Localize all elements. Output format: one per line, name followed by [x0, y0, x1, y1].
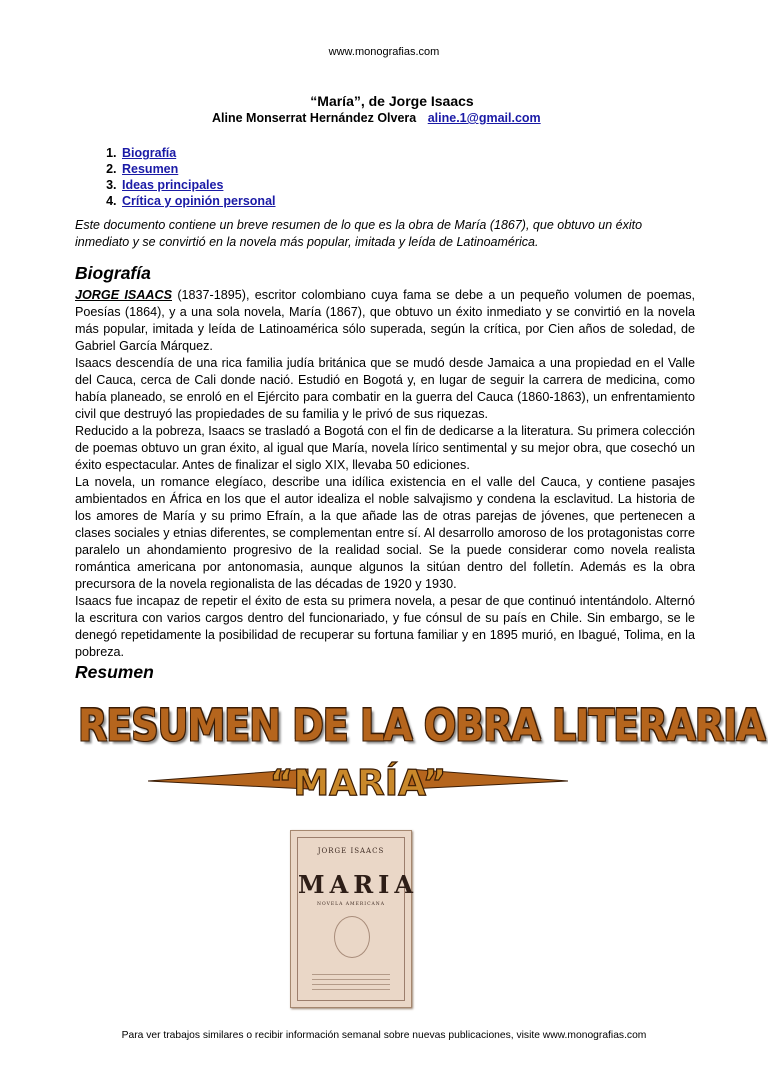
toc-link-resumen[interactable]: Resumen [122, 162, 179, 176]
book-cover-frame [297, 837, 418, 1001]
toc-item [120, 161, 276, 177]
biography-body [75, 287, 695, 661]
toc-link-biografia[interactable]: Biografía [122, 146, 177, 160]
toc-link-critica[interactable]: Crítica y opinión personal [122, 194, 276, 208]
book-cover-subtitle: NOVELA AMERICANA [317, 902, 385, 907]
book-cover-title: MARIA [298, 870, 418, 899]
bio-paragraph: Isaacs fue incapaz de repetir el éxito de esta su primera novela, a pesar de que continuó intentándolo. Alternó la escritura con varios cargos dentro del funcionariado, y fue cónsul de su país en Chile. Sin embargo, se le denegó repetidamente la posibilidad de recuperar su fortuna familiar y en 1895 murió, en Ibagué, Tolima, en la pobreza. [75, 594, 695, 659]
intro-paragraph: Este documento contiene un breve resumen de lo que es la obra de María (1867), que obtuvo un éxito inmediato y se convirtió en la novela más popular, imitada y leída de Latinoamérica. [75, 218, 643, 249]
bio-paragraph-text: (1837-1895), escritor colombiano cuya fama se debe a un pequeño volumen de poemas, Poesías (1864), y a una sola novela, María (1867), que obtuvo un éxito inmediato y se convirtió en la novela más popular, imitada y leída de Latinoamérica sólo superada, según la crítica, por Cien años de soledad, de Gabriel García Márquez. [75, 288, 695, 353]
section-heading-biografia: Biografía [75, 263, 151, 283]
book-cover-author: JORGE ISAACS [317, 847, 385, 855]
author-name: Aline Monserrat Hernández Olvera [212, 111, 417, 125]
book-cover-stamp [334, 916, 370, 958]
bio-paragraph [75, 287, 695, 355]
bio-paragraph: Reducido a la pobreza, Isaacs se trasladó a Bogotá con el fin de dedicarse a la literatura. Su primera colección de poemas obtuvo un gran éxito, al igual que María, novela lírico sentimental y su mejor obra, que cosechó un éxito espectacular. Antes de finalizar el siglo XIX, llevaba 50 ediciones. [75, 424, 695, 472]
document-title: “María”, de Jorge Isaacs [310, 93, 474, 109]
header-site-url: www.monografias.com [328, 46, 440, 58]
bio-paragraph: La novela, un romance elegíaco, describe una idílica existencia en el valle del Cauca, y contiene pasajes ambientados en África en los que el autor idealiza el noble salvajismo y condena la esclavitud. La historia de los amores de María y su primo Efraín, a la que añade las de otras parejas de jóvenes, que pertenecen a clases sociales y etnias diferentes, se complementan entre sí. Al desarrollo amoroso de los protagonistas corre paralelo un ahondamiento progresivo de la realidad social. Se la puede considerar como novela realista romántica americana por antonomasia, aunque algunos la sitúan dentro del folletín. Además es la obra precursora de la novela regionalista de las décadas de 1920 y 1930. [75, 475, 695, 591]
footer-note: Para ver trabajos similares o recibir información semanal sobre nuevas publicaciones, visite www.monografias.com [121, 1030, 647, 1041]
banner-maria-text: “MARÍA” [269, 763, 447, 804]
table-of-contents [76, 145, 276, 209]
toc-item [120, 145, 276, 161]
toc-link-ideas-principales[interactable]: Ideas principales [122, 178, 224, 192]
book-cover-image [290, 830, 418, 1008]
section-heading-resumen: Resumen [75, 662, 154, 682]
bio-subject-name: JORGE ISAACS [75, 288, 173, 302]
banner-maria-wordart [148, 755, 568, 805]
toc-item [120, 177, 276, 193]
author-email-link[interactable]: aline.1@gmail.com [427, 111, 541, 125]
banner-main-text: RESUMEN DE LA OBRA LITERARIA [78, 700, 765, 751]
book-cover-imprint-lines [298, 970, 404, 994]
author-line [212, 111, 541, 125]
bio-paragraph: Isaacs descendía de una rica familia judía británica que se mudó desde Jamaica a una propiedad en el Valle del Cauca, cerca de Cali donde nació. Estudió en Bogotá y, en lugar de seguir la carrera de medicina, como había planeado, se enroló en el Ejército para combatir en la guerra del Cauca (1860-1863), un enfrentamiento civil que destruyó las propiedades de su familia y le privó de sus riquezas. [75, 356, 695, 421]
toc-item [120, 193, 276, 209]
resumen-wordart-banner [78, 700, 765, 820]
